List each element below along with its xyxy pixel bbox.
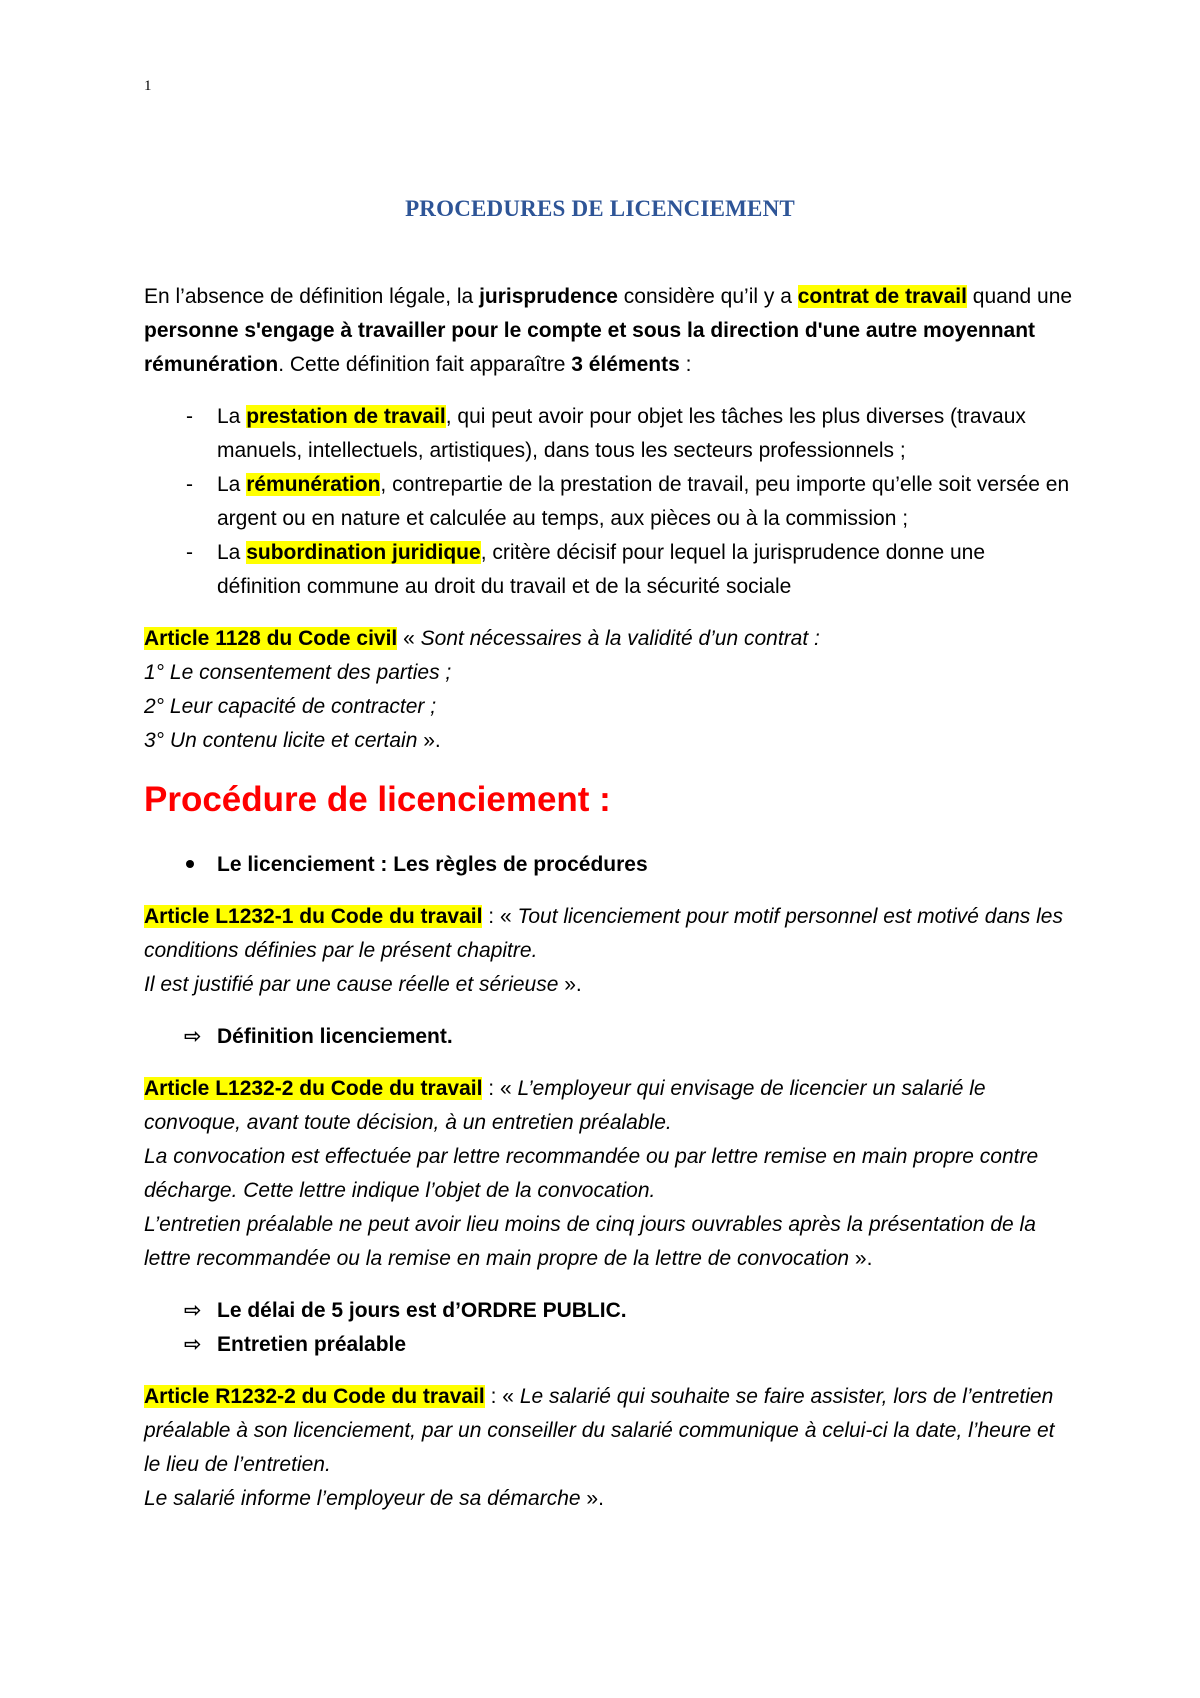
intro-text: En l’absence de définition légale, la bbox=[144, 285, 480, 308]
elements-list bbox=[144, 400, 1074, 604]
article-line bbox=[144, 1380, 1074, 1482]
list-item-text: , qui peut avoir pour objet les tâches les plus diverses (travaux manuels, intellectuels, artistiques), dans tous les secteurs professionnels ; bbox=[217, 405, 1026, 462]
bullet-item bbox=[144, 848, 1074, 882]
quote-close: ». bbox=[586, 1487, 604, 1510]
quote-text: Il est justifié par une cause réelle et sérieuse bbox=[144, 973, 565, 996]
article-1128-reference: Article 1128 du Code civil bbox=[144, 627, 398, 650]
dash-marker: - bbox=[186, 405, 193, 428]
arrow-item bbox=[144, 1294, 1074, 1328]
intro-text: considère qu’il y a bbox=[617, 285, 798, 308]
quote-text: La convocation est effectuée par lettre recommandée ou par lettre remise en main propre contre décharge. Cette lettre indique l’objet de la convocation. bbox=[144, 1145, 1039, 1202]
article-line bbox=[144, 1140, 1074, 1208]
section-heading: Procédure de licenciement : bbox=[144, 780, 611, 819]
arrow-group bbox=[144, 1294, 1074, 1362]
quote-text: 2° Leur capacité de contracter ; bbox=[144, 695, 437, 718]
list-item bbox=[144, 536, 1074, 604]
quote-close: ». bbox=[564, 973, 582, 996]
intro-3-elements: 3 éléments bbox=[571, 353, 680, 376]
list-item bbox=[144, 468, 1074, 536]
arrow-text: Le délai de 5 jours est d’ORDRE PUBLIC. bbox=[217, 1299, 627, 1322]
article-l1232-2-reference: Article L1232-2 du Code du travail bbox=[144, 1077, 483, 1100]
article-1128-line bbox=[144, 656, 1074, 690]
quote-text: Le salarié informe l’employeur de sa démarche bbox=[144, 1487, 587, 1510]
article-l1232-1-reference: Article L1232-1 du Code du travail bbox=[144, 905, 483, 928]
article-l1232-2-block bbox=[144, 1072, 1074, 1276]
list-item bbox=[144, 400, 1074, 468]
intro-paragraph bbox=[144, 280, 1074, 382]
quote-text: 3° Un contenu licite et certain bbox=[144, 729, 424, 752]
arrow-right-icon: ⇨ bbox=[184, 1333, 202, 1356]
article-r1232-2-reference: Article R1232-2 du Code du travail bbox=[144, 1385, 485, 1408]
quote-text: Le salarié qui souhaite se faire assister, lors de l’entretien préalable à son licenciement, par un conseiller du salarié communique à celui-ci la date, l’heure et le lieu de l’entretien. bbox=[144, 1385, 1055, 1476]
article-line bbox=[144, 1208, 1074, 1276]
article-l1232-1-block bbox=[144, 900, 1074, 1002]
bullet-dot-icon bbox=[186, 860, 194, 868]
quote-close: ». bbox=[854, 1247, 873, 1270]
intro-definition-bold: personne s'engage à travailler pour le compte et sous la direction d'une autre moyennant rémunération bbox=[144, 319, 1036, 376]
list-item-text: , critère décisif pour lequel la jurisprudence donne une définition commune au droit du travail et de la sécurité sociale bbox=[217, 541, 986, 598]
document-body bbox=[144, 280, 1074, 1516]
highlight-remuneration: rémunération bbox=[246, 473, 381, 496]
article-line bbox=[144, 1482, 1074, 1516]
intro-text: quand une bbox=[966, 285, 1073, 308]
list-item-prefix: La bbox=[217, 405, 247, 428]
page-number: 1 bbox=[144, 78, 152, 94]
quote-text: 1° Le consentement des parties ; bbox=[144, 661, 452, 684]
quote-open: « bbox=[397, 627, 421, 650]
bullet-text: Le licenciement : Les règles de procédures bbox=[217, 853, 648, 876]
highlight-contrat-de-travail: contrat de travail bbox=[797, 285, 967, 308]
quote-text: Sont nécessaires à la validité d’un contrat : bbox=[420, 627, 820, 650]
arrow-text: Définition licenciement. bbox=[217, 1025, 453, 1048]
quote-open: : « bbox=[482, 905, 518, 928]
article-r1232-2-block bbox=[144, 1380, 1074, 1516]
article-line bbox=[144, 1072, 1074, 1140]
arrow-right-icon: ⇨ bbox=[184, 1025, 202, 1048]
highlight-prestation-de-travail: prestation de travail bbox=[246, 405, 446, 428]
arrow-text: Entretien préalable bbox=[217, 1333, 407, 1356]
quote-open: : « bbox=[482, 1077, 518, 1100]
dash-marker: - bbox=[186, 541, 193, 564]
arrow-item bbox=[144, 1020, 1074, 1054]
list-item-prefix: La bbox=[217, 473, 247, 496]
article-1128-line bbox=[144, 690, 1074, 724]
article-1128-block bbox=[144, 622, 1074, 758]
quote-text: L’entretien préalable ne peut avoir lieu moins de cinq jours ouvrables après la présentation de la lettre recommandée ou la remise en main propre de la lettre de convocation bbox=[144, 1213, 1036, 1270]
quote-close: ». bbox=[423, 729, 441, 752]
intro-jurisprudence: jurisprudence bbox=[479, 285, 618, 308]
intro-text: . Cette définition fait apparaître bbox=[278, 353, 572, 376]
article-1128-line bbox=[144, 724, 1074, 758]
highlight-subordination-juridique: subordination juridique bbox=[246, 541, 481, 564]
dash-marker: - bbox=[186, 473, 193, 496]
intro-text: : bbox=[679, 353, 692, 376]
quote-text: L’employeur qui envisage de licencier un salarié le convoque, avant toute décision, à un entretien préalable. bbox=[144, 1077, 986, 1134]
document-title: PROCEDURES DE LICENCIEMENT bbox=[405, 196, 795, 221]
arrow-item bbox=[144, 1328, 1074, 1362]
arrow-group bbox=[144, 1020, 1074, 1054]
quote-text: Tout licenciement pour motif personnel est motivé dans les conditions définies par le présent chapitre. bbox=[144, 905, 1063, 962]
list-item-text: , contrepartie de la prestation de travail, peu importe qu’elle soit versée en argent ou en nature et calculée au temps, aux pièces ou à la commission ; bbox=[217, 473, 1070, 530]
article-line bbox=[144, 968, 1074, 1002]
quote-open: : « bbox=[484, 1385, 520, 1408]
article-1128-line bbox=[144, 622, 1074, 656]
article-line bbox=[144, 900, 1074, 968]
list-item-prefix: La bbox=[217, 541, 247, 564]
arrow-right-icon: ⇨ bbox=[184, 1299, 202, 1322]
